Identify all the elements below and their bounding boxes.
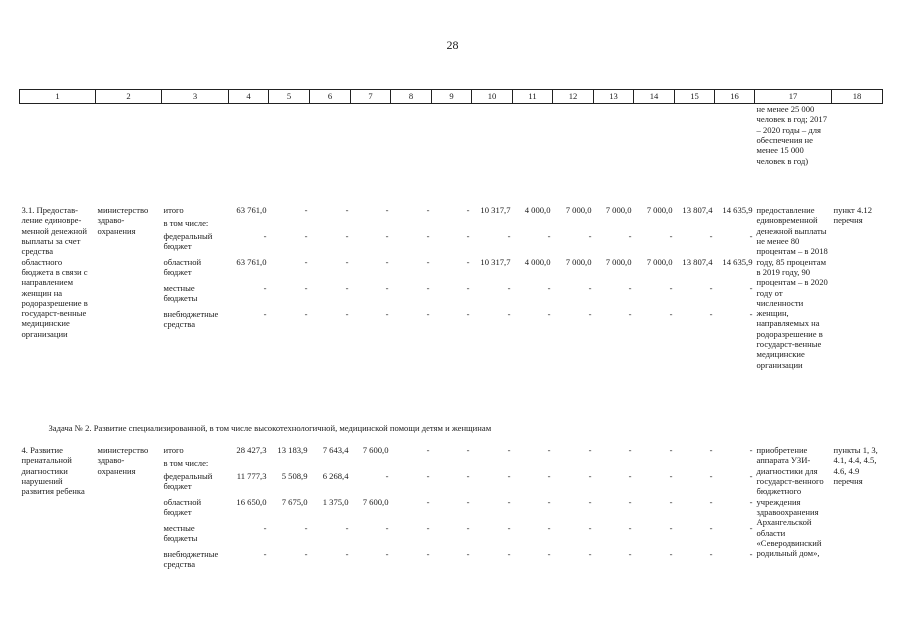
value-cell: - (547, 231, 551, 241)
header-col-17: 17 (755, 90, 832, 104)
header-col-1: 1 (20, 90, 96, 104)
value-cell: - (426, 471, 430, 481)
header-col-3: 3 (162, 90, 229, 104)
value-cell: 7 600,0 (362, 497, 389, 507)
funding-source-label: внебюджетные средства (163, 549, 219, 570)
value-cell: - (385, 231, 389, 241)
value-cell: 14 635,9 (722, 257, 753, 267)
value-cell: 7 000,0 (646, 205, 673, 215)
value-cell: - (628, 497, 632, 507)
value-cell (677, 458, 713, 471)
value-cell (717, 218, 753, 231)
value-cell (677, 218, 713, 231)
value-cell: - (669, 283, 673, 293)
value-cell: - (385, 471, 389, 481)
reference: пункт 4.12 перечня (833, 205, 872, 226)
value-cell (434, 458, 470, 471)
value-cell: - (588, 471, 592, 481)
value-col-14 (634, 205, 675, 423)
value-cell: - (749, 523, 753, 533)
value-cell: - (385, 523, 389, 533)
value-cell: 4 000,0 (524, 257, 551, 267)
value-cell: - (466, 445, 470, 455)
value-cell: - (507, 549, 511, 559)
value-cell (555, 458, 592, 471)
header-col-12: 12 (553, 90, 594, 104)
value-cell: - (426, 205, 430, 215)
value-cell: 1 375,0 (322, 497, 349, 507)
value-cell: - (588, 523, 592, 533)
value-col-12 (553, 205, 594, 423)
value-cell: - (466, 549, 470, 559)
value-cell: - (345, 523, 349, 533)
value-cell: - (749, 231, 753, 241)
funding-source-label: местные бюджеты (163, 523, 198, 544)
value-cell: - (426, 445, 430, 455)
measure-name: 3.1. Предостав-ление единовре-менной денежной выплаты за счет средства областного бюджета в связи с направлением женщин на родоразрешение в государст-венные медицинские организации (21, 205, 88, 339)
value-cell: 7 000,0 (565, 205, 592, 215)
value-cell: - (385, 257, 389, 267)
value-cell: - (466, 497, 470, 507)
funding-source-label: областной бюджет (163, 497, 202, 518)
value-cell: - (304, 309, 308, 319)
value-cell: - (263, 231, 267, 241)
value-cell: 7 000,0 (605, 205, 632, 215)
value-cell: - (426, 309, 430, 319)
funding-sources (162, 445, 229, 575)
value-cell: - (669, 523, 673, 533)
value-col-11 (513, 205, 553, 423)
value-cell: - (426, 497, 430, 507)
value-cell: - (385, 309, 389, 319)
value-cell: - (466, 257, 470, 267)
value-col-13 (594, 205, 634, 423)
value-col-4 (229, 445, 269, 575)
header-col-2: 2 (96, 90, 162, 104)
value-cell: - (263, 549, 267, 559)
header-col-9: 9 (432, 90, 472, 104)
value-col-6 (310, 205, 351, 423)
value-col-5 (269, 445, 310, 575)
value-cell: 7 600,0 (362, 445, 389, 455)
value-cell: - (588, 309, 592, 319)
funding-source-label: итого (163, 445, 184, 455)
value-cell: - (466, 231, 470, 241)
program-table (19, 89, 883, 575)
expected-result: предоставление единовременной денежной выплаты не менее 80 процентам – в 2018 году, 85 процентам в 2019 году, 90 процентам – в 2020 году от численности женщин, направляемых на родоразрешение в государст-венные медицинские организации (756, 205, 828, 370)
value-cell (515, 218, 551, 231)
value-cell: 5 508,9 (281, 471, 308, 481)
header-col-6: 6 (310, 90, 351, 104)
executor: министерство здраво-охранения (97, 445, 149, 476)
value-cell: - (709, 283, 713, 293)
value-cell: 10 317,7 (480, 205, 511, 215)
value-cell: - (669, 445, 673, 455)
value-cell: - (749, 309, 753, 319)
value-cell (717, 458, 753, 471)
value-cell (312, 218, 349, 231)
measure-name: 4. Развитие пренатальной диагностики нарушений развития ребенка (21, 445, 85, 497)
value-cell: - (547, 471, 551, 481)
header-col-5: 5 (269, 90, 310, 104)
value-cell: - (304, 283, 308, 293)
value-col-10 (472, 445, 513, 575)
funding-source-label: в том числе: (163, 458, 209, 468)
value-cell: - (547, 309, 551, 319)
value-col-9 (432, 205, 472, 423)
value-cell: - (507, 497, 511, 507)
value-cell: - (426, 257, 430, 267)
expected-result: приобретение аппарата УЗИ-диагностики для государст-венного бюджетного учреждения здравоохранения Архангельской области «Северодвинский родильный дом», (756, 445, 824, 559)
value-cell: - (669, 471, 673, 481)
funding-source-label: итого (163, 205, 184, 215)
value-cell: - (588, 283, 592, 293)
funding-source-label: в том числе: (163, 218, 209, 228)
table-row-4 (20, 445, 883, 575)
value-cell: - (669, 549, 673, 559)
value-cell: - (669, 309, 673, 319)
header-row (20, 90, 883, 104)
header-col-10: 10 (472, 90, 513, 104)
value-cell (231, 458, 267, 471)
value-col-7 (351, 205, 391, 423)
value-col-12 (553, 445, 594, 575)
value-cell (353, 458, 389, 471)
value-cell: - (709, 471, 713, 481)
value-cell: - (547, 445, 551, 455)
value-cell: - (628, 231, 632, 241)
value-cell (596, 458, 632, 471)
header-col-15: 15 (675, 90, 715, 104)
value-cell: - (345, 309, 349, 319)
value-cell: - (507, 471, 511, 481)
value-cell: - (304, 205, 308, 215)
funding-sources (162, 205, 229, 423)
funding-source-label: федеральный бюджет (163, 471, 213, 492)
value-cell: - (547, 497, 551, 507)
value-cell: - (749, 471, 753, 481)
value-cell: 4 000,0 (524, 205, 551, 215)
value-cell: 13 807,4 (682, 257, 713, 267)
task-heading: Задача № 2. Развитие специализированной, в том числе высокотехнологичной, медицинской помощи детям и женщинам (48, 423, 492, 433)
value-cell (636, 458, 673, 471)
value-cell: - (426, 549, 430, 559)
value-cell: - (507, 231, 511, 241)
value-cell: - (304, 231, 308, 241)
value-cell: - (507, 309, 511, 319)
page-number: 28 (446, 38, 459, 52)
value-cell (474, 218, 511, 231)
value-col-16 (715, 205, 755, 423)
value-col-13 (594, 445, 634, 575)
value-cell: - (507, 523, 511, 533)
value-cell: - (628, 549, 632, 559)
value-col-4 (229, 205, 269, 423)
value-cell: - (304, 257, 308, 267)
value-col-9 (432, 445, 472, 575)
value-cell (434, 218, 470, 231)
value-cell: 63 761,0 (236, 257, 267, 267)
value-cell (231, 218, 267, 231)
value-cell: - (304, 523, 308, 533)
task-row (20, 423, 883, 445)
value-cell: - (385, 283, 389, 293)
value-cell: 7 643,4 (322, 445, 349, 455)
value-cell: - (669, 231, 673, 241)
value-cell: - (588, 231, 592, 241)
value-cell: - (385, 205, 389, 215)
value-col-11 (513, 445, 553, 575)
value-cell: - (628, 283, 632, 293)
value-cell: 13 183,9 (277, 445, 308, 455)
value-cell: 28 427,3 (236, 445, 267, 455)
value-cell: - (263, 309, 267, 319)
value-col-7 (351, 445, 391, 575)
value-cell: - (709, 445, 713, 455)
header-col-4: 4 (229, 90, 269, 104)
funding-source-label: местные бюджеты (163, 283, 198, 304)
value-cell: - (709, 549, 713, 559)
value-cell (271, 458, 308, 471)
continuation-row (20, 104, 883, 206)
executor: министерство здраво-охранения (97, 205, 149, 236)
funding-source-label: федеральный бюджет (163, 231, 213, 252)
value-cell (393, 218, 430, 231)
value-cell: - (547, 523, 551, 533)
header-col-14: 14 (634, 90, 675, 104)
value-cell: 10 317,7 (480, 257, 511, 267)
value-cell: 16 650,0 (236, 497, 267, 507)
value-col-5 (269, 205, 310, 423)
value-cell: - (345, 205, 349, 215)
value-cell: - (749, 497, 753, 507)
continuation-result: не менее 25 000 человек в год; 2017 – 2020 годы – для обеспечения не менее 15 000 человек в год) (756, 104, 828, 166)
value-cell: - (588, 445, 592, 455)
header-col-16: 16 (715, 90, 755, 104)
value-cell (312, 458, 349, 471)
funding-source-label: областной бюджет (163, 257, 202, 278)
value-cell: 7 000,0 (646, 257, 673, 267)
value-cell: - (426, 231, 430, 241)
value-cell: 63 761,0 (236, 205, 267, 215)
value-cell: - (345, 257, 349, 267)
value-cell: 14 635,9 (722, 205, 753, 215)
header-col-7: 7 (351, 90, 391, 104)
value-cell: - (547, 283, 551, 293)
value-cell: - (466, 471, 470, 481)
value-cell: 13 807,4 (682, 205, 713, 215)
value-cell: - (466, 523, 470, 533)
value-cell: - (709, 309, 713, 319)
value-col-8 (391, 445, 432, 575)
header-col-18: 18 (832, 90, 883, 104)
value-cell: - (709, 231, 713, 241)
value-cell: - (628, 309, 632, 319)
value-cell: - (507, 445, 511, 455)
value-cell: 7 000,0 (565, 257, 592, 267)
value-cell: - (547, 549, 551, 559)
value-col-15 (675, 205, 715, 423)
value-cell: - (749, 549, 753, 559)
value-cell (353, 218, 389, 231)
value-cell: - (749, 283, 753, 293)
value-cell: - (588, 549, 592, 559)
reference: пункты 1, 3, 4.1, 4.4, 4.5, 4.6, 4.9 перечня (833, 445, 878, 486)
value-col-15 (675, 445, 715, 575)
header-col-11: 11 (513, 90, 553, 104)
value-cell: - (709, 497, 713, 507)
value-cell: - (507, 283, 511, 293)
value-cell (393, 458, 430, 471)
value-cell: - (426, 523, 430, 533)
value-cell: - (628, 523, 632, 533)
value-cell: - (466, 309, 470, 319)
value-cell: - (263, 523, 267, 533)
value-cell: - (588, 497, 592, 507)
value-cell: 6 268,4 (322, 471, 349, 481)
value-cell: - (263, 283, 267, 293)
value-cell: - (426, 283, 430, 293)
value-col-14 (634, 445, 675, 575)
value-cell: - (385, 549, 389, 559)
value-cell: - (628, 471, 632, 481)
value-cell: - (709, 523, 713, 533)
value-cell (555, 218, 592, 231)
header-col-8: 8 (391, 90, 432, 104)
value-cell: - (466, 283, 470, 293)
value-cell: 11 777,3 (236, 471, 267, 481)
value-cell: - (345, 283, 349, 293)
value-col-16 (715, 445, 755, 575)
value-cell (596, 218, 632, 231)
value-cell (636, 218, 673, 231)
value-cell: - (304, 549, 308, 559)
value-cell: - (345, 231, 349, 241)
header-col-13: 13 (594, 90, 634, 104)
value-cell: 7 000,0 (605, 257, 632, 267)
value-cell: - (669, 497, 673, 507)
value-cell (474, 458, 511, 471)
value-cell (271, 218, 308, 231)
value-cell (515, 458, 551, 471)
value-col-8 (391, 205, 432, 423)
value-cell: - (345, 549, 349, 559)
value-cell: - (749, 445, 753, 455)
funding-source-label: внебюджетные средства (163, 309, 219, 330)
value-cell: 7 675,0 (281, 497, 308, 507)
value-cell: - (628, 445, 632, 455)
table-row-3-1 (20, 205, 883, 423)
value-col-6 (310, 445, 351, 575)
value-col-10 (472, 205, 513, 423)
value-cell: - (466, 205, 470, 215)
